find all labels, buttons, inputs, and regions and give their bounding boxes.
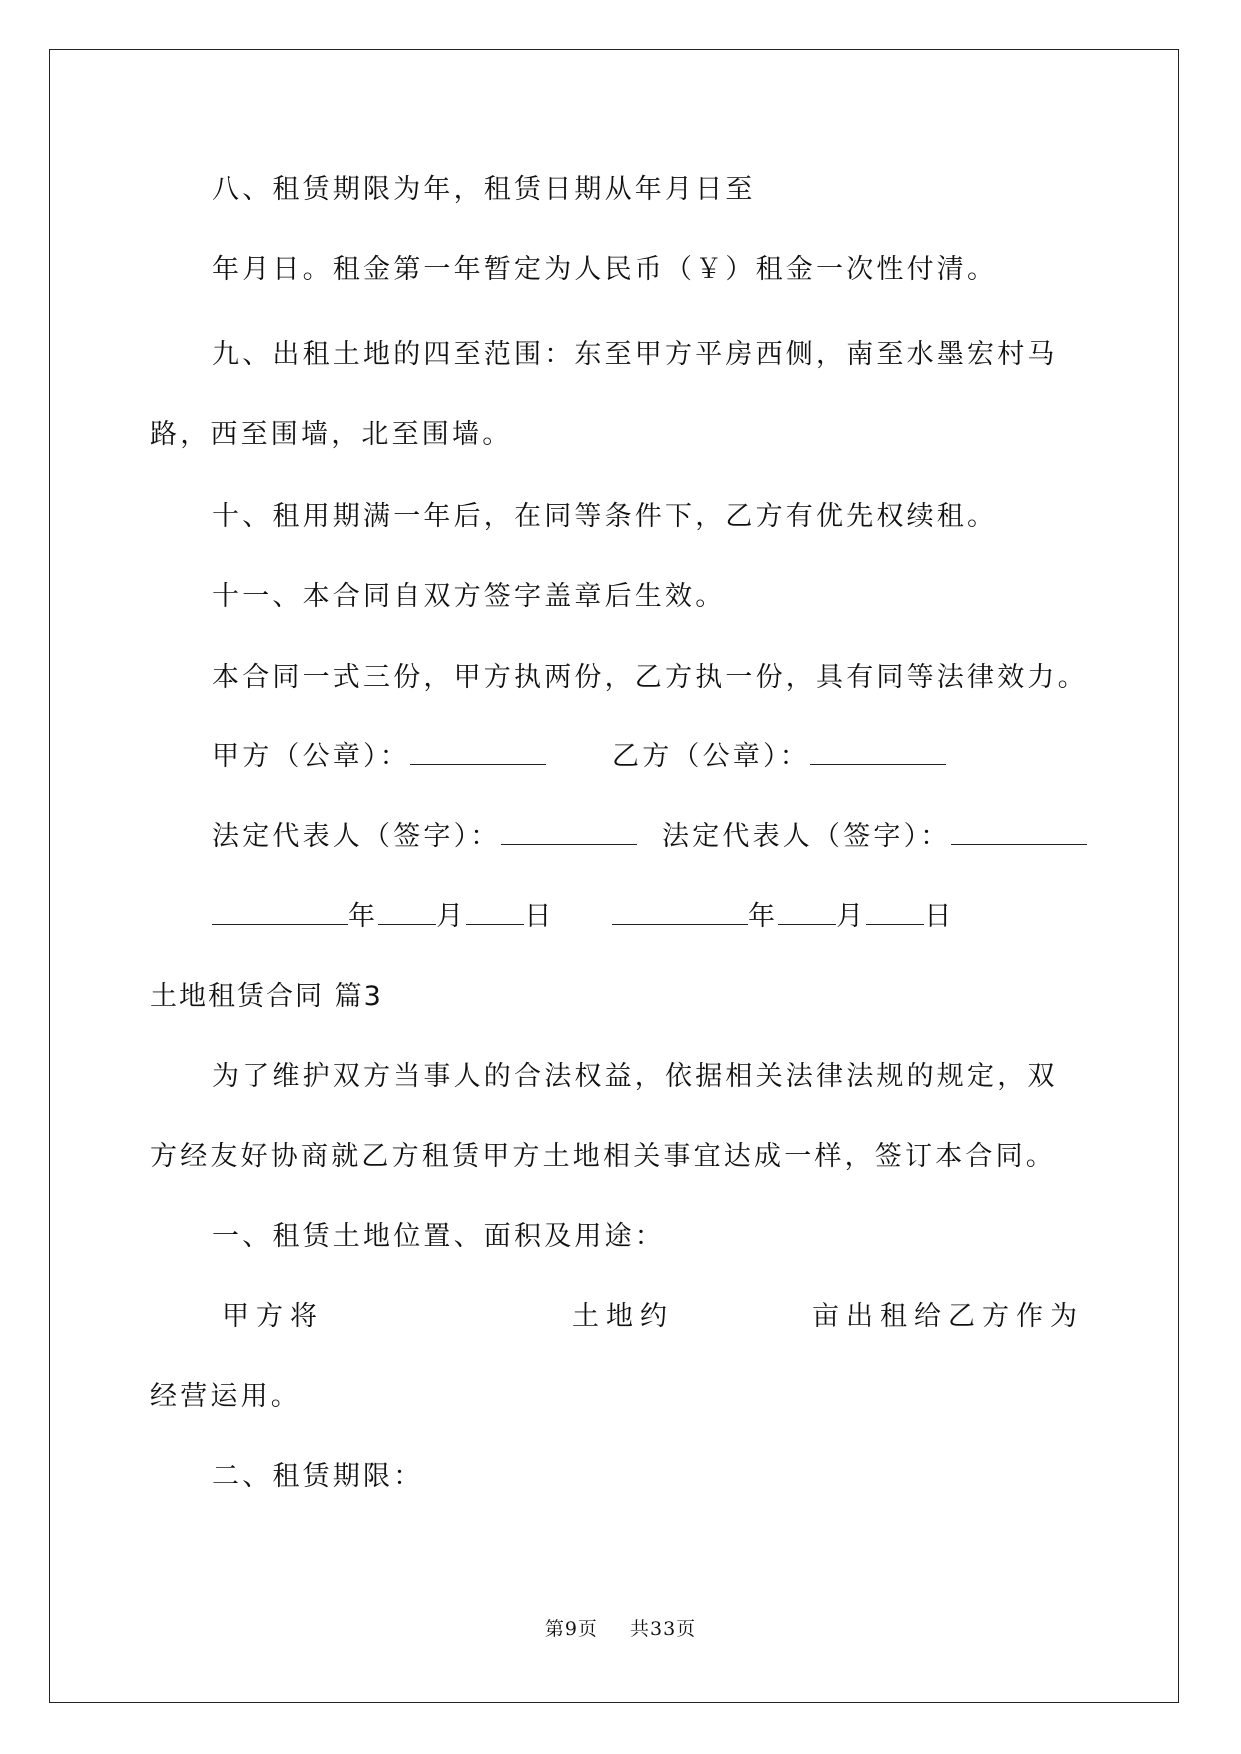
party-b-rep-label: 法定代表人（签字）： [662, 821, 951, 852]
party-a-seal-label: 甲方（公章）： [212, 741, 410, 772]
party-a-seal-row [212, 737, 546, 777]
party-b-date-row [612, 897, 955, 937]
month-blank [778, 898, 836, 925]
page-border [49, 49, 1179, 1703]
day-label: 日 [924, 901, 955, 932]
clause-11: 十一、本合同自双方签字盖章后生效。 [212, 581, 726, 612]
party-b-rep-row [662, 817, 1087, 857]
month-label: 月 [436, 901, 467, 932]
year-blank [212, 898, 348, 925]
year-label: 年 [348, 901, 379, 932]
party-a-rep-label: 法定代表人（签字）： [212, 821, 501, 852]
lessor-gives-text: 甲方将 [222, 1301, 324, 1332]
party-a-rep-blank [501, 818, 637, 845]
clause-9-line-1: 九、出租土地的四至范围：东至甲方平房西侧，南至水墨宏村马 [212, 339, 1058, 370]
party-b-seal-row [612, 737, 946, 777]
party-a-rep-row [212, 817, 637, 857]
page-number: 第9页 [544, 1618, 598, 1640]
mu-lease-text: 亩出租给乙方作为 [812, 1301, 1084, 1332]
land-about-text: 土地约 [572, 1301, 674, 1332]
preamble-line-1: 为了维护双方当事人的合法权益，依据相关法律法规的规定，双 [212, 1061, 1058, 1092]
party-b-seal-label: 乙方（公章）： [612, 741, 810, 772]
party-a-seal-blank [410, 738, 546, 765]
year-blank [612, 898, 748, 925]
month-blank [378, 898, 436, 925]
day-blank [466, 898, 524, 925]
article-2-title: 二、租赁期限： [212, 1461, 424, 1492]
preamble-line-2: 方经友好协商就乙方租赁甲方土地相关事宜达成一样，签订本合同。 [150, 1141, 1056, 1172]
party-a-date-row [212, 897, 555, 937]
article-1-title: 一、租赁土地位置、面积及用途： [212, 1221, 665, 1252]
month-label: 月 [836, 901, 867, 932]
party-b-rep-blank [951, 818, 1087, 845]
day-blank [866, 898, 924, 925]
clause-8-line-1: 八、租赁期限为年，租赁日期从年月日至 [212, 174, 756, 205]
clause-8-line-2: 年月日。租金第一年暂定为人民币（￥）租金一次性付清。 [212, 254, 998, 285]
page-footer [0, 1614, 1241, 1641]
party-b-seal-blank [810, 738, 946, 765]
copies-clause: 本合同一式三份，甲方执两份，乙方执一份，具有同等法律效力。 [212, 662, 1088, 693]
article-1-body-line-2: 经营运用。 [150, 1381, 301, 1412]
clause-9-line-2: 路，西至围墙，北至围墙。 [150, 419, 513, 450]
page-total: 共33页 [630, 1618, 697, 1640]
section-heading: 土地租赁合同 篇3 [150, 981, 383, 1012]
clause-10: 十、租用期满一年后，在同等条件下，乙方有优先权续租。 [212, 501, 998, 532]
year-label: 年 [748, 901, 779, 932]
day-label: 日 [524, 901, 555, 932]
